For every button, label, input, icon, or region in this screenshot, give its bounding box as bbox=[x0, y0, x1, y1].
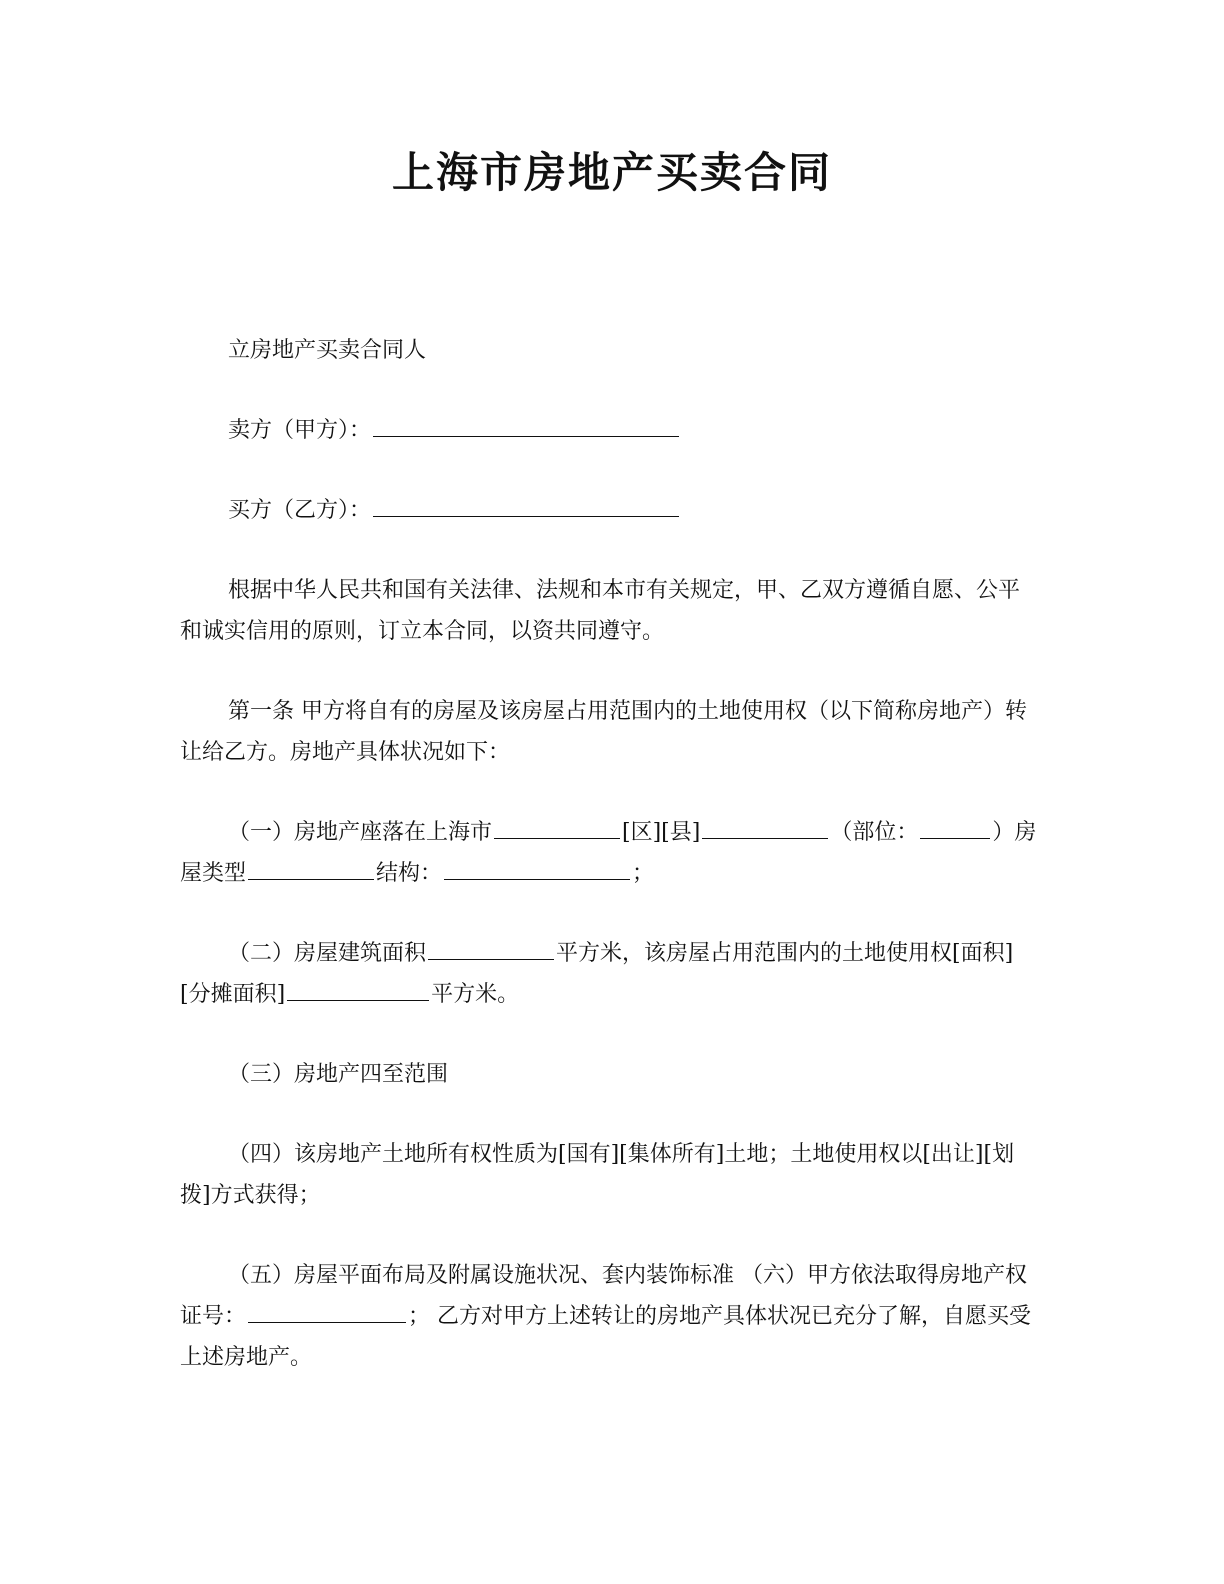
city-blank[interactable] bbox=[494, 814, 620, 839]
item-1-text-c: （部位： bbox=[830, 820, 919, 845]
buyer-blank[interactable] bbox=[373, 492, 679, 517]
item-1-text-b: [区][县] bbox=[622, 820, 701, 845]
buyer-label: 买方（乙方）： bbox=[228, 498, 372, 523]
item-1-text-a: （一）房地产座落在上海市 bbox=[228, 820, 493, 845]
document-title: 上海市房地产买卖合同 bbox=[391, 148, 832, 197]
structure-blank[interactable] bbox=[444, 855, 630, 880]
item-2-paragraph bbox=[180, 933, 1040, 1015]
item-5-text-b: ； 乙方对甲方上述转让的房地产具体状况已充分了解，自愿买受上述房地产。 bbox=[180, 1304, 1032, 1370]
item-1-text-f: ； bbox=[632, 861, 655, 886]
item-1-text-e: 结构： bbox=[376, 861, 443, 886]
document-body bbox=[180, 330, 1040, 1417]
item-1-text-d: ）房屋类型 bbox=[180, 820, 1037, 886]
seller-label: 卖方（甲方）： bbox=[228, 418, 372, 443]
preamble-paragraph: 根据中华人民共和国有关法律、法规和本市有关规定，甲、乙双方遵循自愿、公平和诚实信用的原则，订立本合同，以资共同遵守。 bbox=[180, 578, 1021, 644]
buyer-line bbox=[180, 490, 1040, 531]
seller-blank[interactable] bbox=[373, 412, 679, 437]
certificate-number-blank[interactable] bbox=[248, 1298, 406, 1323]
location-blank[interactable] bbox=[920, 814, 990, 839]
land-area-blank[interactable] bbox=[287, 976, 429, 1001]
building-area-blank[interactable] bbox=[428, 935, 554, 960]
item-1-paragraph bbox=[180, 812, 1040, 894]
item-3-paragraph: （三）房地产四至范围 bbox=[228, 1062, 449, 1087]
district-blank[interactable] bbox=[702, 814, 828, 839]
item-2-text-c: 平方米。 bbox=[431, 982, 520, 1007]
parties-intro: 立房地产买卖合同人 bbox=[228, 338, 427, 363]
item-5-text-a: （五）房屋平面布局及附属设施状况、套内装饰标准 （六）甲方依法取得房地产权证号： bbox=[180, 1263, 1027, 1329]
seller-line bbox=[180, 410, 1040, 451]
item-4-paragraph: （四）该房地产土地所有权性质为[国有][集体所有]土地；土地使用权以[出让][划拨]方式获得； bbox=[180, 1142, 1015, 1208]
house-type-blank[interactable] bbox=[248, 855, 374, 880]
item-2-text-a: （二）房屋建筑面积 bbox=[228, 941, 427, 966]
article-1-paragraph: 第一条 甲方将自有的房屋及该房屋占用范围内的土地使用权（以下简称房地产）转让给乙方。房地产具体状况如下： bbox=[180, 699, 1027, 765]
item-2-text-b: 平方米，该房屋占用范围内的土地使用权[面积][分摊面积] bbox=[180, 941, 1014, 1007]
item-5-paragraph bbox=[180, 1255, 1040, 1378]
